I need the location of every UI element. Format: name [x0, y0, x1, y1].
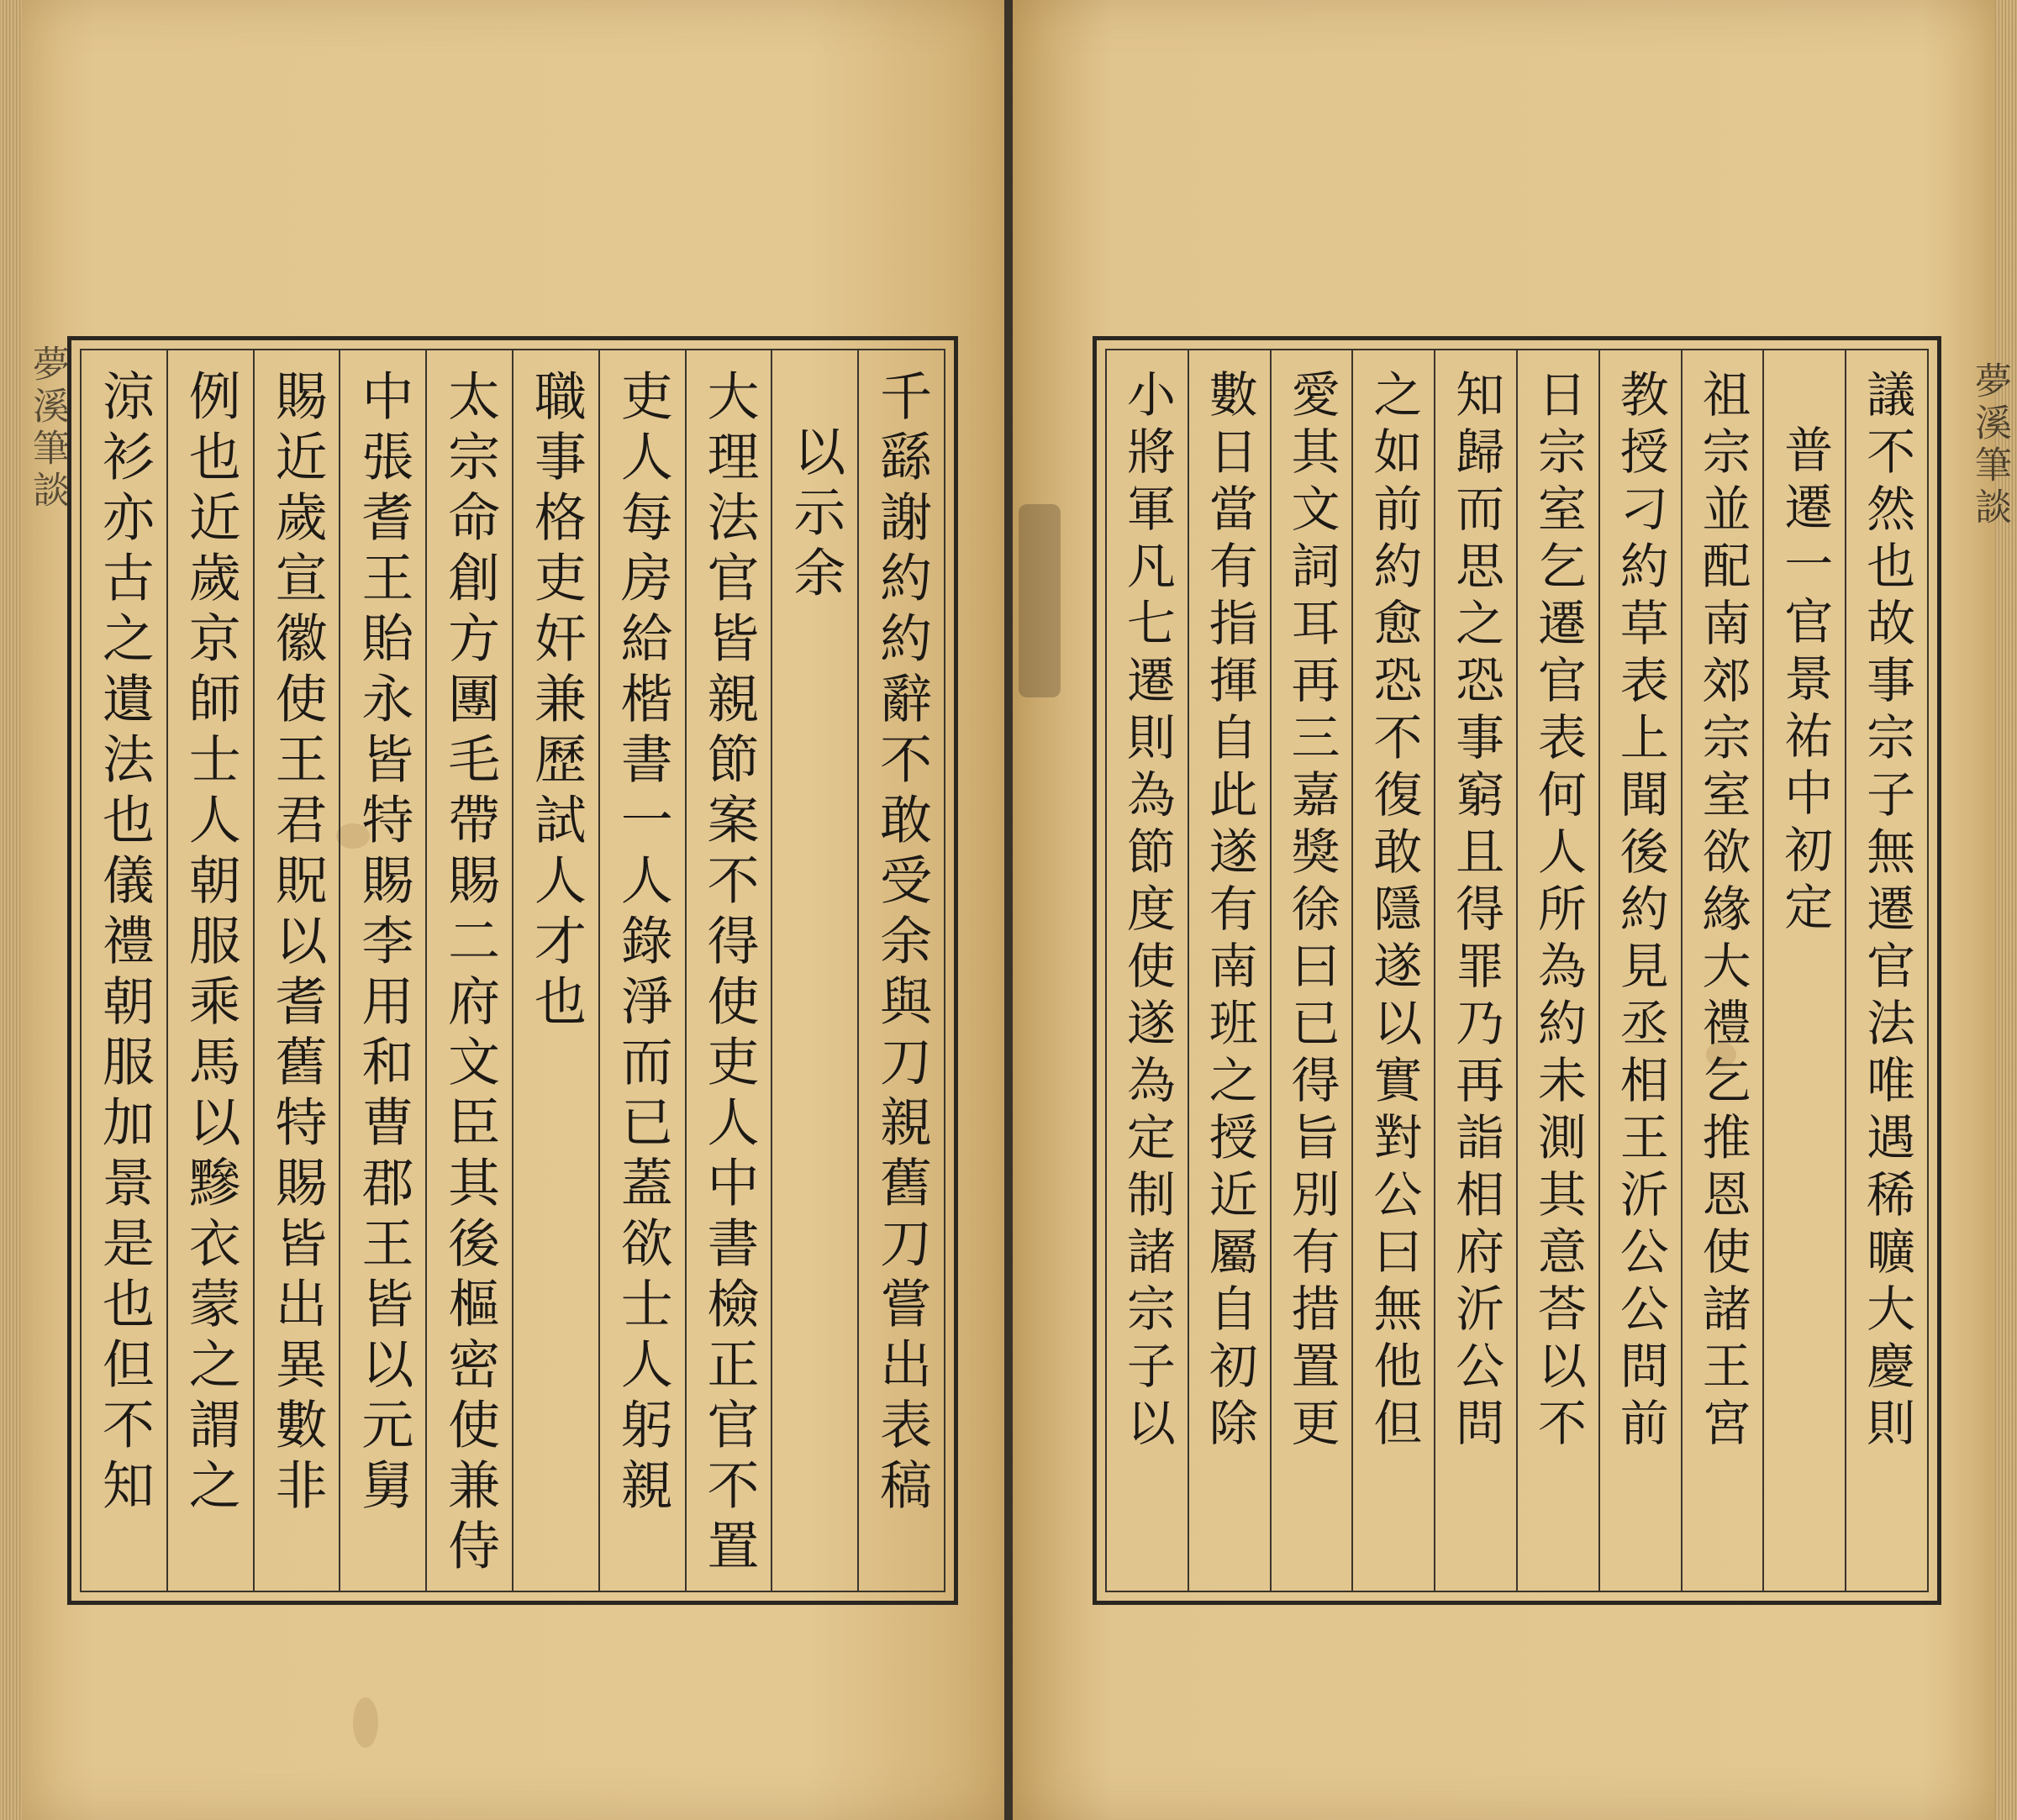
paper-stain — [353, 1697, 378, 1748]
column-text: 大理法官皆親節案不得使吏人中書檢正官不置 — [698, 369, 760, 1579]
text-column — [771, 350, 857, 1591]
text-column — [1434, 350, 1516, 1591]
text-column — [339, 350, 425, 1591]
column-text: 數日當有指揮自此遂有南班之授近屬自初除 — [1200, 369, 1258, 1454]
text-column — [1598, 350, 1681, 1591]
left-page-edges — [0, 0, 22, 1820]
text-column — [82, 350, 166, 1591]
text-column — [1188, 350, 1270, 1591]
text-column — [512, 350, 598, 1591]
left-columns — [82, 350, 944, 1591]
column-text: 例也近歲京師士人朝服乘馬以黲衣蒙之謂之 — [180, 369, 242, 1518]
column-text: 太宗命創方團毛帶賜二府文臣其後樞密使兼侍 — [439, 369, 501, 1579]
text-column — [425, 350, 512, 1591]
right-columns — [1107, 350, 1927, 1591]
column-text: 千繇謝約約辭不敢受余與刀親舊刀嘗出表稿 — [871, 369, 933, 1518]
text-column — [1762, 350, 1845, 1591]
column-text: 祖宗並配南郊宗室欲緣大禮乞推恩使諸王宮 — [1693, 369, 1751, 1454]
column-text: 之如前約愈恐不復敢隱遂以實對公曰無他但 — [1365, 369, 1423, 1454]
left-text-frame — [67, 336, 958, 1605]
text-column — [598, 350, 685, 1591]
text-column — [685, 350, 772, 1591]
column-text: 職事格吏奸兼歷試人才也 — [525, 369, 587, 1034]
right-page-edges — [1995, 0, 2017, 1820]
text-column — [166, 350, 253, 1591]
column-text: 涼衫亦古之遺法也儀禮朝服加景是也但不知 — [93, 369, 155, 1518]
column-text: 愛其文詞耳再三嘉獎徐曰已得旨別有措置更 — [1282, 369, 1340, 1454]
column-text: 教授刁約草表上聞後約見丞相王沂公公問前 — [1611, 369, 1669, 1454]
text-column — [1270, 350, 1352, 1591]
column-text: 議不然也故事宗子無遷官法唯遇稀曠大慶則 — [1858, 369, 1916, 1454]
column-text: 普遷一官景祐中初定 — [1776, 424, 1834, 939]
column-text: 以示余 — [784, 424, 846, 606]
left-banxin-title: 夢溪筆談 — [26, 345, 69, 513]
column-text: 小將軍凡七遷則為節度使遂為定制諸宗子以 — [1118, 369, 1176, 1454]
text-column — [253, 350, 340, 1591]
column-text: 知歸而思之恐事窮且得罪乃再詣相府沂公問 — [1447, 369, 1505, 1454]
text-column — [1681, 350, 1763, 1591]
binding-mark — [1019, 504, 1061, 697]
right-text-frame — [1093, 336, 1941, 1605]
text-column — [1516, 350, 1598, 1591]
right-banxin-title: 夢溪筆談 — [1968, 361, 2011, 529]
text-column — [1845, 350, 1927, 1591]
text-column — [1351, 350, 1434, 1591]
book-gutter — [1004, 0, 1013, 1820]
column-text: 中張耆王貽永皆特賜李用和曹郡王皆以元舅 — [352, 369, 414, 1518]
text-column — [1107, 350, 1188, 1591]
column-text: 日宗室乞遷官表何人所為約未測其意荅以不 — [1529, 369, 1587, 1454]
column-text: 賜近歲宣徽使王君貺以耆舊特賜皆出異數非 — [266, 369, 329, 1518]
text-column — [857, 350, 944, 1591]
column-text: 吏人每房給楷書一人錄淨而已蓋欲士人躬親 — [612, 369, 674, 1518]
